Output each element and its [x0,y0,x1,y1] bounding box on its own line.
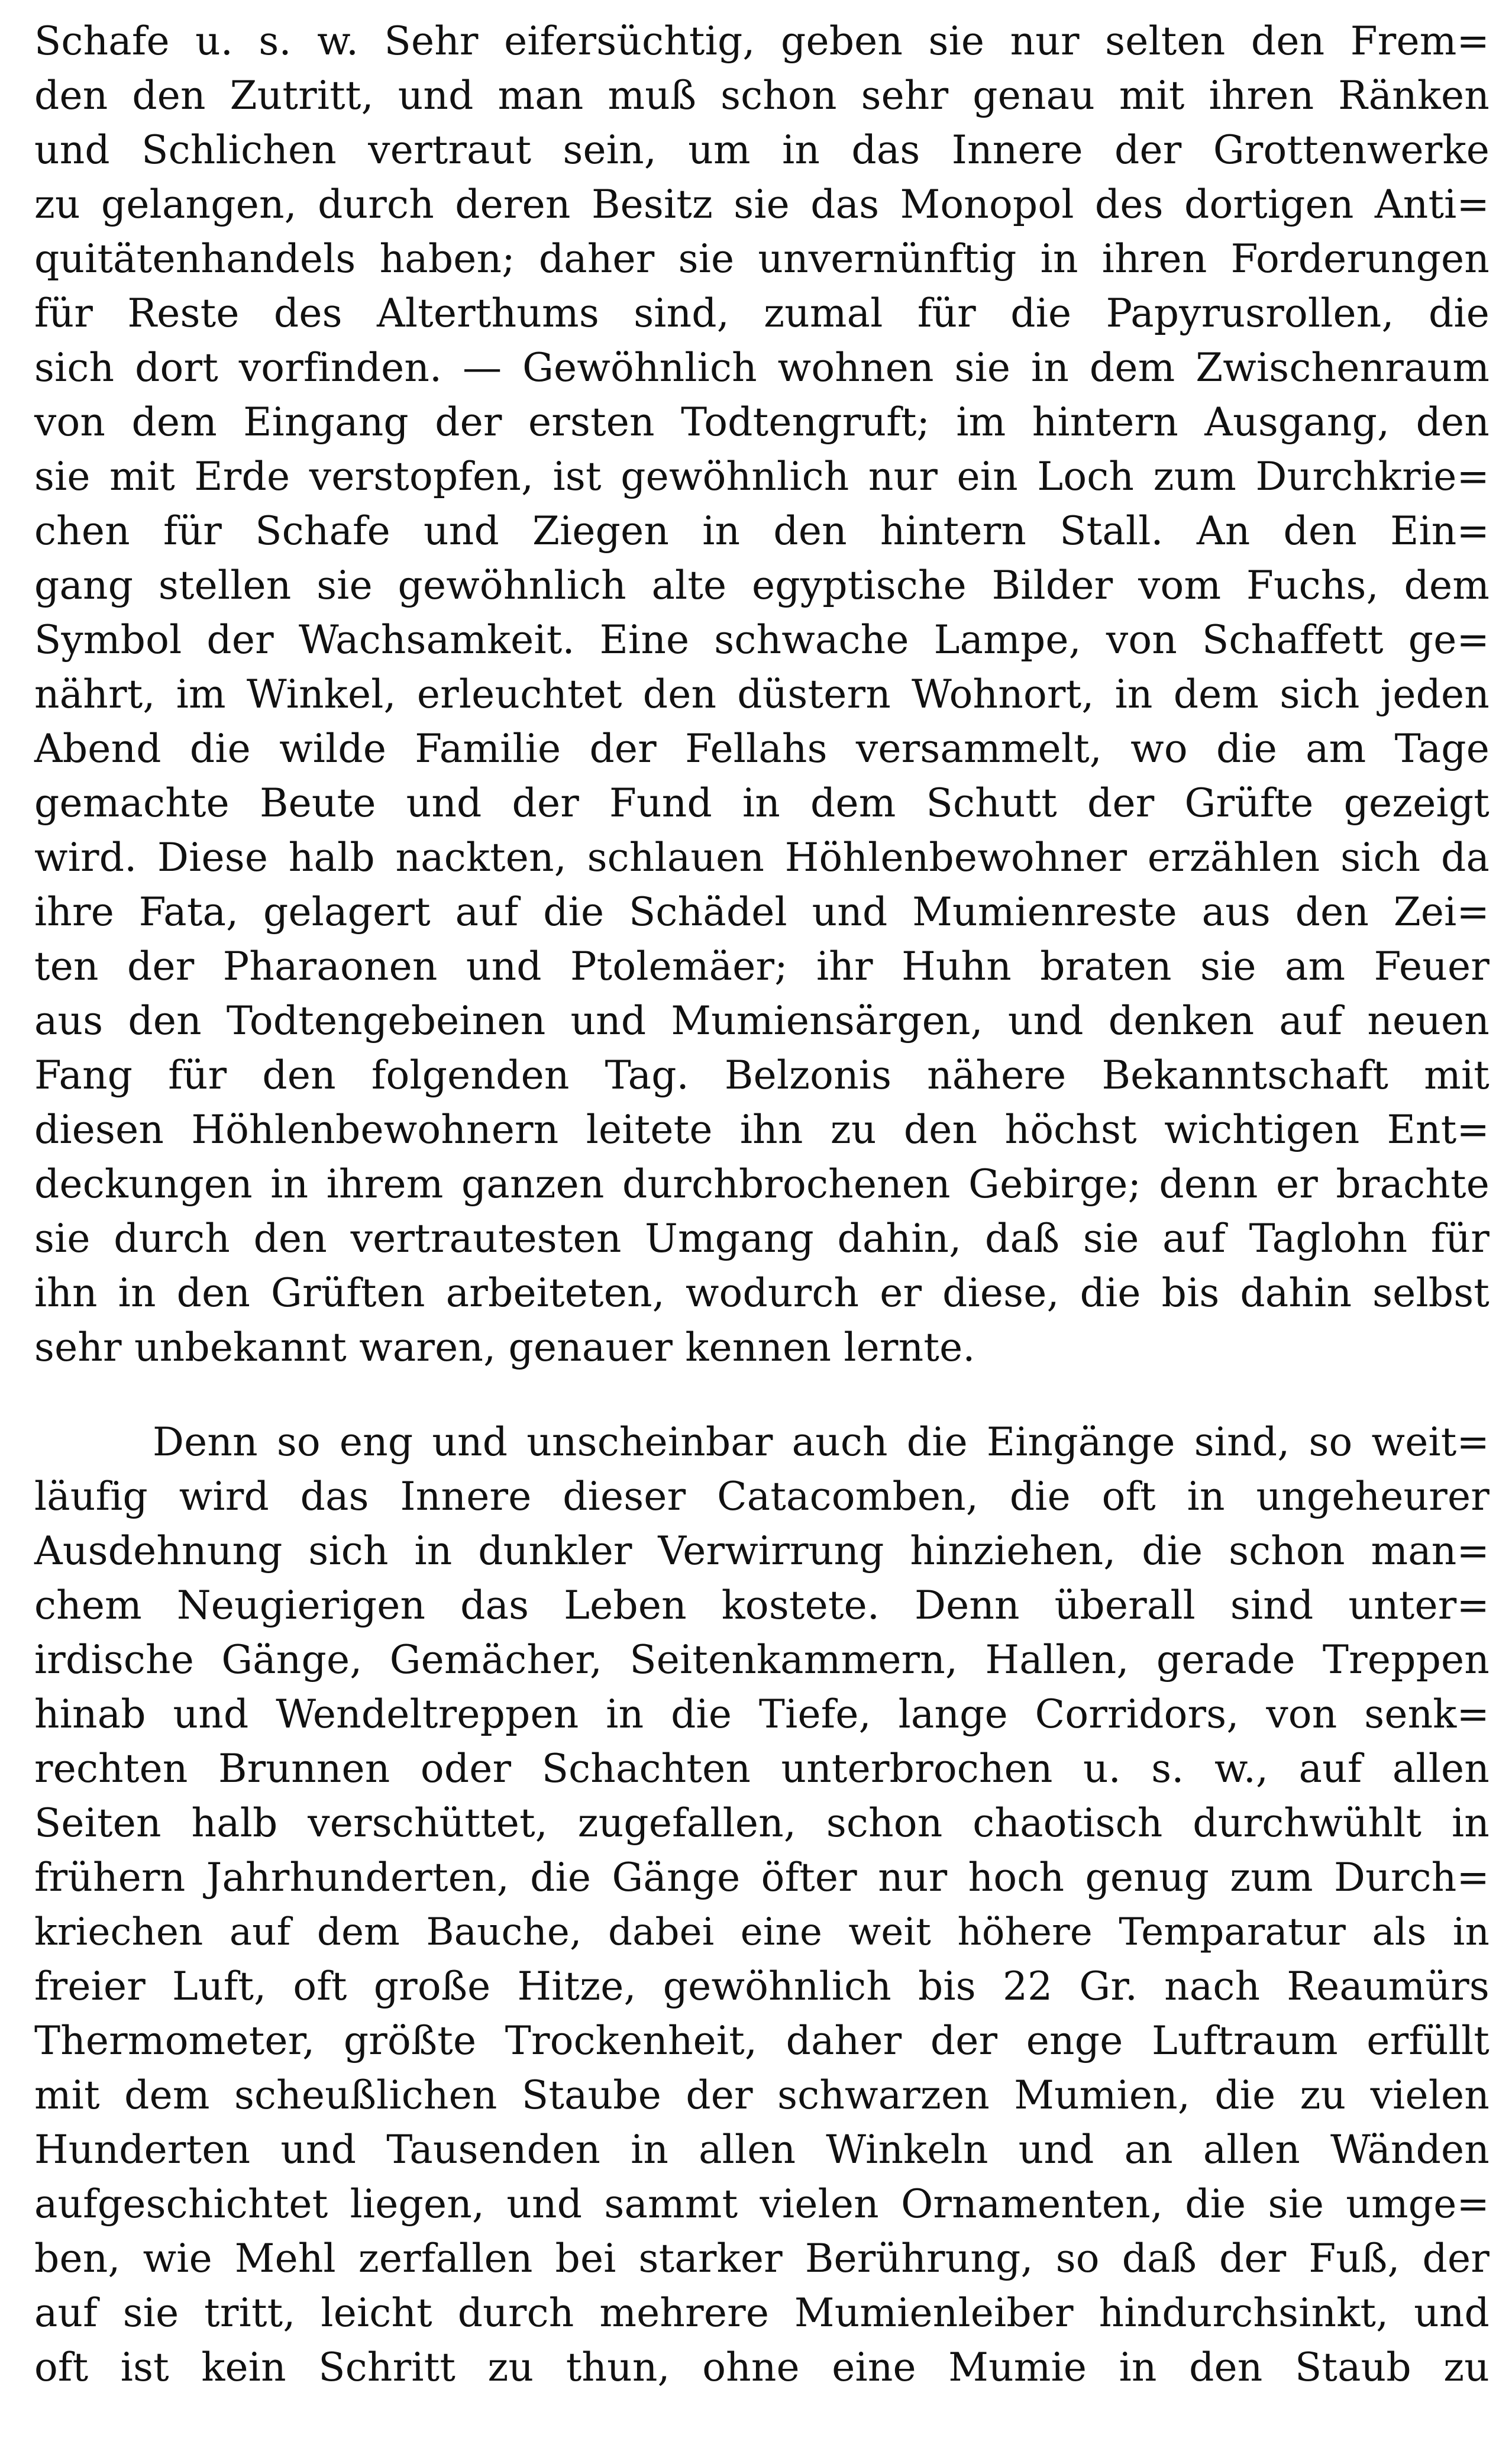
text-line: sie durch den vertrautesten Umgang dahin, daß sie auf Taglohn für [34,1216,1490,1261]
text-line: oft ist kein Schritt zu thun, ohne eine Mumie in den Staub zu [34,2345,1490,2390]
text-line: den den Zutritt, und man muß schon sehr genau mit ihren Ränken [34,73,1490,118]
text-line: hinab und Wendeltreppen in die Tiefe, lange Corridors, von senk= [34,1691,1490,1737]
text-line: frühern Jahrhunderten, die Gänge öfter nur hoch genug zum Durch= [34,1855,1490,1900]
text-line: Seiten halb verschüttet, zugefallen, schon chaotisch durchwühlt in [34,1800,1490,1846]
text-line: ihre Fata, gelagert auf die Schädel und Mumienreste aus den Zei= [34,889,1490,935]
text-line: nährt, im Winkel, erleuchtet den düstern Wohnort, in dem sich jeden [34,671,1490,717]
text-line: Denn so eng und unscheinbar auch die Eingänge sind, so weit= [153,1419,1490,1465]
text-line: aus den Todtengebeinen und Mumiensärgen, und denken auf neuen [34,998,1490,1044]
text-line: wird. Diese halb nackten, schlauen Höhlenbewohner erzählen sich da [34,835,1490,880]
text-line: Schafe u. s. w. Sehr eifersüchtig, geben sie nur selten den Frem= [34,18,1490,64]
text-line: Symbol der Wachsamkeit. Eine schwache Lampe, von Schaffett ge= [34,617,1490,663]
text-line: von dem Eingang der ersten Todtengruft; im hintern Ausgang, den [34,399,1490,445]
text-line: auf sie tritt, leicht durch mehrere Mumienleiber hindurchsinkt, und [34,2290,1490,2336]
text-line: Thermometer, größte Trockenheit, daher der enge Luftraum erfüllt [34,2018,1490,2064]
text-line: ben, wie Mehl zerfallen bei starker Berührung, so daß der Fuß, der [34,2236,1490,2281]
text-line: zu gelangen, durch deren Besitz sie das Monopol des dortigen Anti= [34,182,1490,227]
text-line: sehr unbekannt waren, genauer kennen lernte. [34,1325,975,1370]
text-line: freier Luft, oft große Hitze, gewöhnlich bis 22 Gr. nach Reaumürs [34,1964,1490,2009]
text-line: und Schlichen vertraut sein, um in das Innere der Grottenwerke [34,127,1490,173]
text-line: mit dem scheußlichen Staube der schwarzen Mumien, die zu vielen [34,2072,1490,2118]
text-line: ihn in den Grüften arbeiteten, wodurch er diese, die bis dahin selbst [34,1270,1490,1316]
paragraph-catacombs [34,1415,1490,2395]
text-line: ten der Pharaonen und Ptolemäer; ihr Huhn braten sie am Feuer [34,944,1490,989]
text-line: quitätenhandels haben; daher sie unvernünftig in ihren Forderungen [34,236,1490,282]
text-line: chen für Schafe und Ziegen in den hintern Stall. An den Ein= [34,508,1490,554]
text-line: Fang für den folgenden Tag. Belzonis nähere Bekanntschaft mit [34,1052,1490,1098]
text-line: chem Neugierigen das Leben kostete. Denn überall sind unter= [34,1583,1490,1628]
text-line: sich dort vorfinden. — Gewöhnlich wohnen sie in dem Zwischenraum [34,345,1490,390]
text-line: kriechen auf dem Bauche, dabei eine weit höhere Temparatur als in [34,1910,1490,1954]
text-line: Hunderten und Tausenden in allen Winkeln und an allen Wänden [34,2127,1490,2172]
text-line: läufig wird das Innere dieser Catacomben, die oft in ungeheurer [34,1474,1490,1519]
text-line: gang stellen sie gewöhnlich alte egyptische Bilder vom Fuchs, dem [34,563,1490,608]
text-line: diesen Höhlenbewohnern leitete ihn zu den höchst wichtigen Ent= [34,1107,1490,1152]
text-line: rechten Brunnen oder Schachten unterbrochen u. s. w., auf allen [34,1746,1490,1791]
text-line: für Reste des Alterthums sind, zumal für die Papyrusrollen, die [34,290,1490,336]
text-line: Abend die wilde Familie der Fellahs versammelt, wo die am Tage [34,726,1490,771]
paragraph-fellahs [34,14,1490,1375]
text-line: gemachte Beute und der Fund in dem Schutt der Grüfte gezeigt [34,780,1490,826]
text-line: sie mit Erde verstopfen, ist gewöhnlich nur ein Loch zum Durchkrie= [34,454,1490,499]
text-line: aufgeschichtet liegen, und sammt vielen Ornamenten, die sie umge= [34,2181,1490,2227]
text-line: Ausdehnung sich in dunkler Verwirrung hinziehen, die schon man= [34,1528,1490,1574]
text-line: deckungen in ihrem ganzen durchbrochenen Gebirge; denn er brachte [34,1161,1490,1207]
text-line: irdische Gänge, Gemächer, Seitenkammern, Hallen, gerade Treppen [34,1637,1490,1683]
